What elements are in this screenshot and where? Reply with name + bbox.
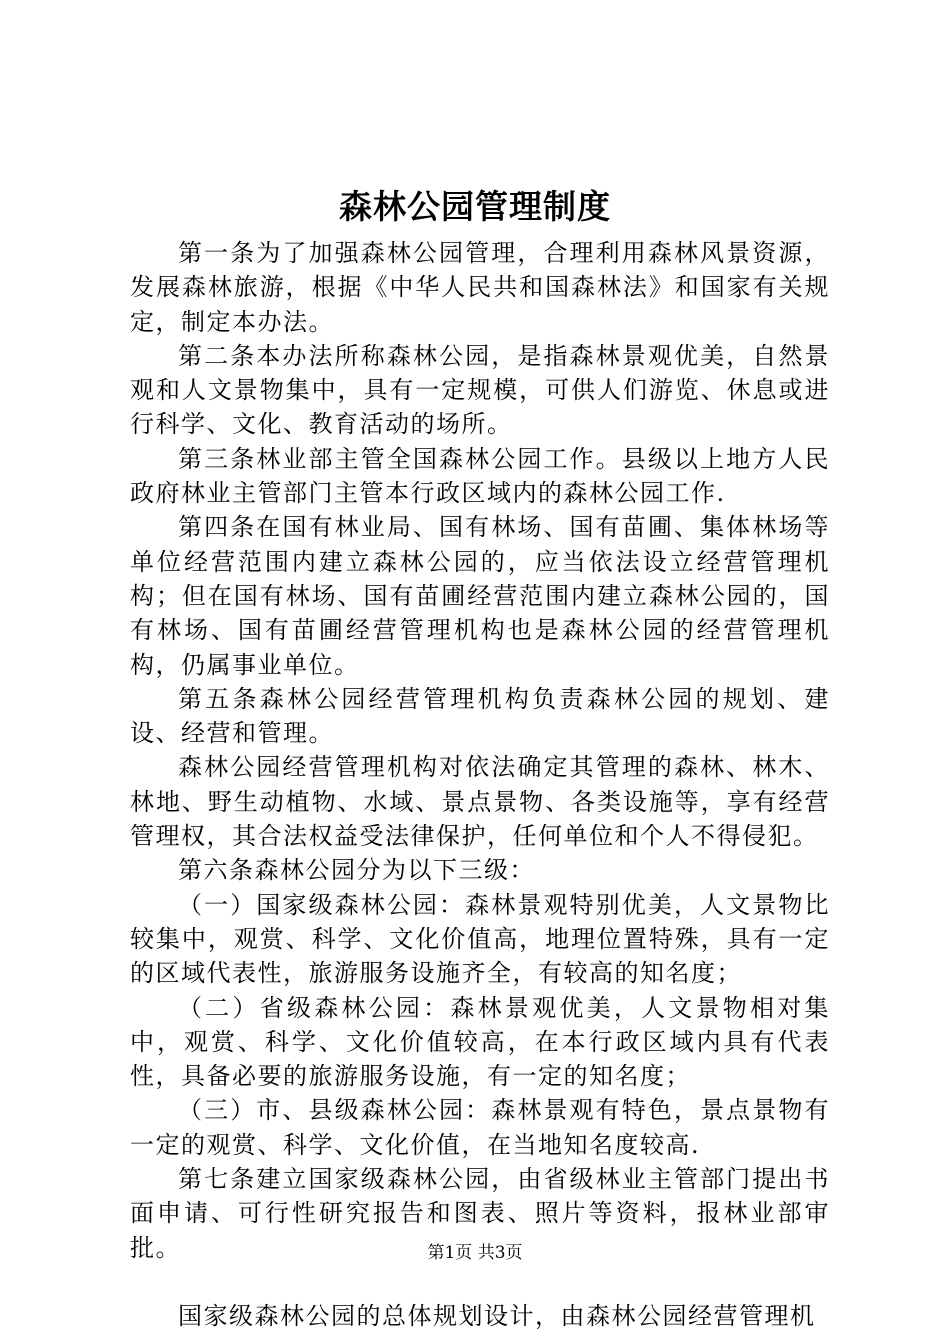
paragraph-article-4: 第四条在国有林业局、国有林场、国有苗圃、集体林场等单位经营范围内建立森林公园的，应当依法设立经营管理机构；但在国有林场、国有苗圃经营范围内建立森林公园的，国有林场、国有苗圃经营管理机构也是森林公园的经营管理机构，仍属事业单位。 [130,513,830,679]
document-title: 森林公园管理制度 [339,187,611,226]
paragraph-level-national: （一）国家级森林公园：森林景观特别优美，人文景物比较集中，观赏、科学、文化价值高，地理位置特殊，具有一定的区域代表性，旅游服务设施齐全，有较高的知名度； [130,890,830,988]
paragraph-level-city-county: （三）市、县级森林公园：森林景观有特色，景点景物有一定的观赏、科学、文化价值，在当地知名度较高. [130,1096,830,1159]
paragraph-level-provincial: （二）省级森林公园：森林景观优美，人文景物相对集中，观赏、科学、文化价值较高，在本行政区域内具有代表性，具备必要的旅游服务设施，有一定的知名度； [130,993,830,1091]
paragraph-article-3: 第三条林业部主管全国森林公园工作。县级以上地方人民政府林业主管部门主管本行政区域内的森林公园工作. [130,444,830,508]
page-footer [0,1241,950,1265]
paragraph-article-6: 第六条森林公园分为以下三级： [178,856,535,885]
paragraph-article-7: 第七条建立国家级森林公园，由省级林业主管部门提出书面申请、可行性研究报告和图表、照片等资料，报林业部审批。 [130,1165,830,1262]
paragraph-planning: 国家级森林公园的总体规划设计，由森林公园经营管理机 [178,1301,816,1330]
paragraph-article-5-rights: 森林公园经营管理机构对依法确定其管理的森林、林木、林地、野生动植物、水域、景点景物、各类设施等，享有经营管理权，其合法权益受法律保护，任何单位和个人不得侵犯。 [130,753,830,851]
document-body [130,236,830,1333]
page-total: 共3页 [477,1243,523,1263]
paragraph-article-2: 第二条本办法所称森林公园，是指森林景观优美，自然景观和人文景物集中，具有一定规模，可供人们游览、休息或进行科学、文化、教育活动的场所。 [130,341,830,439]
page-number: 第1页 [427,1243,473,1263]
paragraph-article-1: 第一条为了加强森林公园管理，合理利用森林风景资源，发展森林旅游，根据《中华人民共和国森林法》和国家有关规定，制定本办法。 [130,239,830,336]
paragraph-article-5: 第五条森林公园经营管理机构负责森林公园的规划、建设、经营和管理。 [130,684,830,748]
